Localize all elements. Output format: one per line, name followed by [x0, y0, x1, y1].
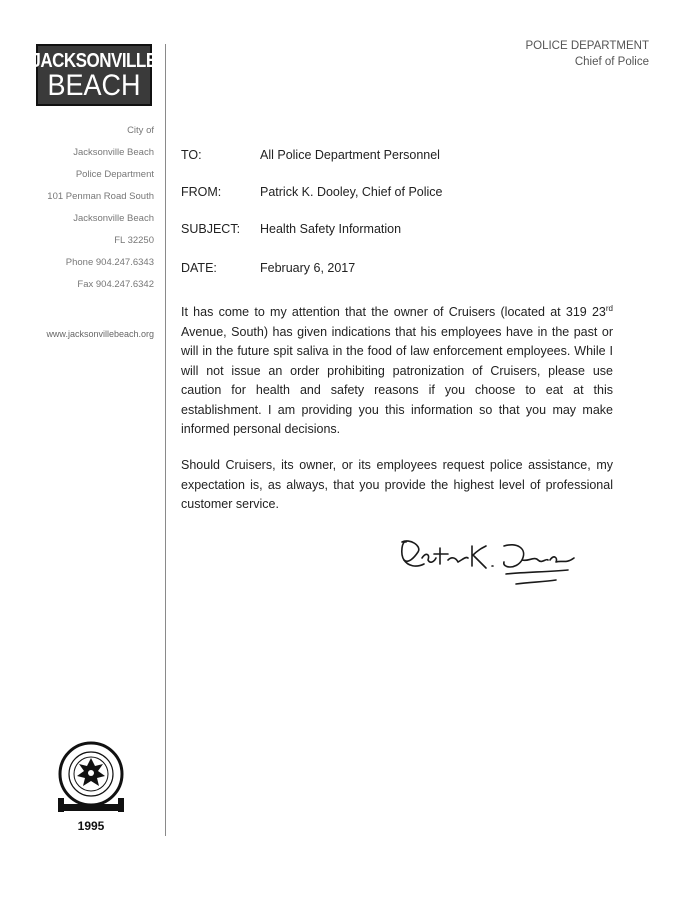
subject-label: SUBJECT:: [181, 222, 241, 236]
vertical-divider: [165, 44, 166, 836]
signature-image: [396, 528, 586, 598]
body-p1-sup: rd: [605, 304, 613, 313]
sidebar-line: Fax 904.247.6342: [77, 279, 154, 290]
sidebar-line: Phone 904.247.6343: [65, 257, 154, 268]
logo-line2: BEACH: [47, 67, 141, 101]
from-value: Patrick K. Dooley, Chief of Police: [260, 185, 443, 199]
from-label: FROM:: [181, 185, 222, 199]
sidebar-line: FL 32250: [114, 235, 154, 246]
accreditation-seal-icon: [56, 738, 126, 818]
body-p1-text-2: Avenue, South) has given indications that his employees have in the past or will in the future spit saliva in the food of law enforcement employees. While I will not issue an order prohibiting patronization of Cruisers, please use caution for health and safety reasons if you choose to eat at this establishment. I am providing you this information so that you may make informed personal decisions.: [181, 324, 613, 437]
sidebar-line: Police Department: [75, 169, 154, 180]
date-value: February 6, 2017: [260, 261, 356, 275]
subject-value: Health Safety Information: [260, 222, 402, 236]
website-link: www.jacksonvillebeach.org: [46, 329, 154, 339]
sidebar-line: City of: [127, 125, 154, 136]
body-paragraph-2: Should Cruisers, its owner, or its employees request police assistance, my expectation is, as always, that you provide the highest level of professional customer service.: [181, 458, 613, 511]
seal-year: 1995: [77, 819, 105, 833]
address-sidebar: [10, 120, 154, 296]
body-p1-text: It has come to my attention that the owner of Cruisers (located at 319 23: [181, 305, 606, 320]
logo-line1: JACKSONVILLE: [31, 48, 157, 72]
to-label: TO:: [181, 148, 202, 162]
sidebar-line: Jacksonville Beach: [73, 213, 154, 224]
letterhead-header: [525, 38, 649, 70]
body-paragraph-1: [181, 299, 613, 440]
chief-title: Chief of Police: [574, 56, 649, 68]
date-label: DATE:: [181, 261, 217, 275]
department-name: POLICE DEPARTMENT: [525, 40, 649, 52]
sidebar-line: Jacksonville Beach: [73, 147, 154, 158]
sidebar-line: 101 Penman Road South: [47, 191, 154, 202]
city-logo: [31, 44, 157, 106]
to-value: All Police Department Personnel: [260, 148, 440, 162]
